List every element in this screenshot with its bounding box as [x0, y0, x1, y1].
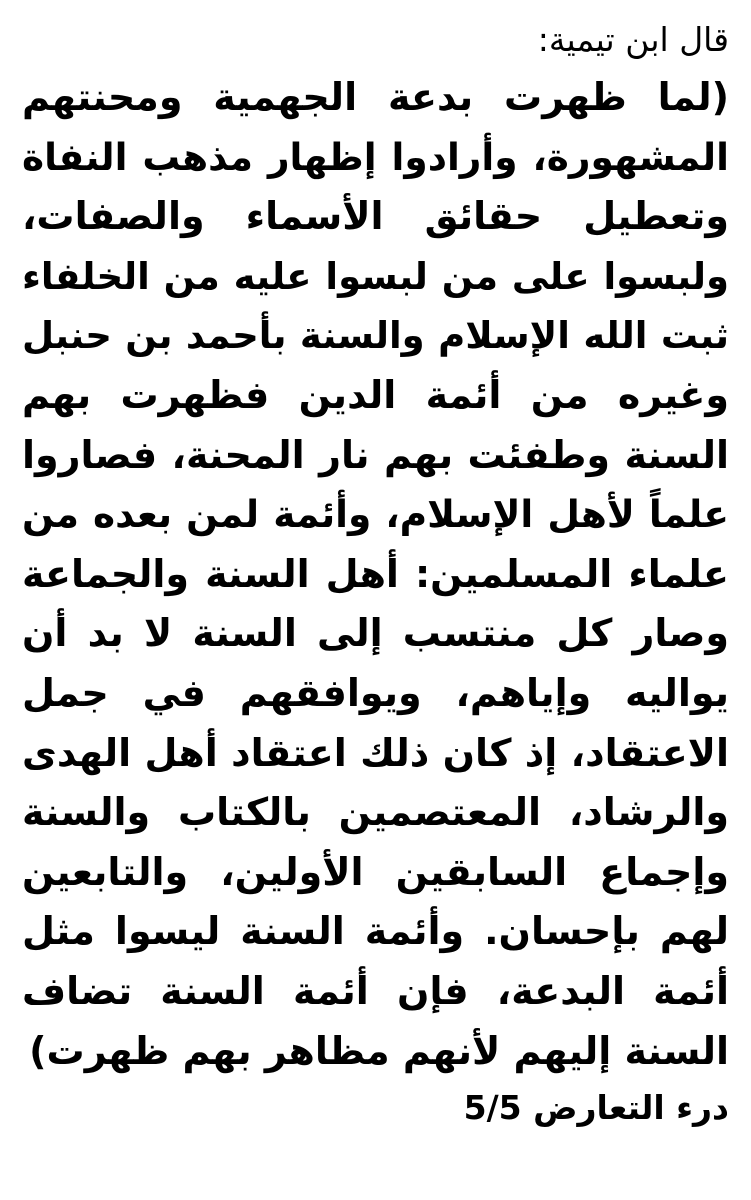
quote-line: (لما ظهرت بدعة الجهمية ومحنتهم [22, 75, 729, 119]
quote-line: والرشاد، المعتصمين بالكتاب والسنة [22, 790, 729, 835]
quote-attribution: قال ابن تيمية: [537, 20, 729, 59]
quote-line: وصار كل منتسب إلى السنة لا بد أن [22, 611, 729, 656]
quote-line: المشهورة، وأرادوا إظهار مذهب النفاة [22, 134, 729, 179]
source-citation: درء التعارض 5/5 [463, 1088, 729, 1128]
quote-line: وغيره من أئمة الدين فظهرت بهم [22, 372, 729, 417]
quote-line: علماً لأهل الإسلام، وأئمة لمن بعده من [22, 492, 729, 537]
quote-line: علماء المسلمين: أهل السنة والجماعة [22, 551, 729, 596]
quote-line: يواليه وإياهم، ويوافقهم في جمل [22, 670, 729, 715]
quote-line: ثبت الله الإسلام والسنة بأحمد بن حنبل [22, 314, 729, 358]
quote-line: أئمة البدعة، فإن أئمة السنة تضاف [22, 968, 729, 1013]
quote-line: السنة إليهم لأنهم مظاهر بهم ظهرت) [29, 1028, 729, 1073]
quote-line: وإجماع السابقين الأولين، والتابعين [22, 849, 729, 894]
quote-line: ولبسوا على من لبسوا عليه من الخلفاء [22, 254, 729, 298]
quote-line: وتعطيل حقائق الأسماء والصفات، [22, 194, 729, 239]
quote-line: الاعتقاد، إذ كان ذلك اعتقاد أهل الهدى [22, 730, 729, 775]
quote-line: السنة وطفئت بهم نار المحنة، فصاروا [22, 432, 729, 477]
quote-body [22, 68, 729, 1081]
quote-line: لهم بإحسان. وأئمة السنة ليسوا مثل [22, 909, 729, 954]
